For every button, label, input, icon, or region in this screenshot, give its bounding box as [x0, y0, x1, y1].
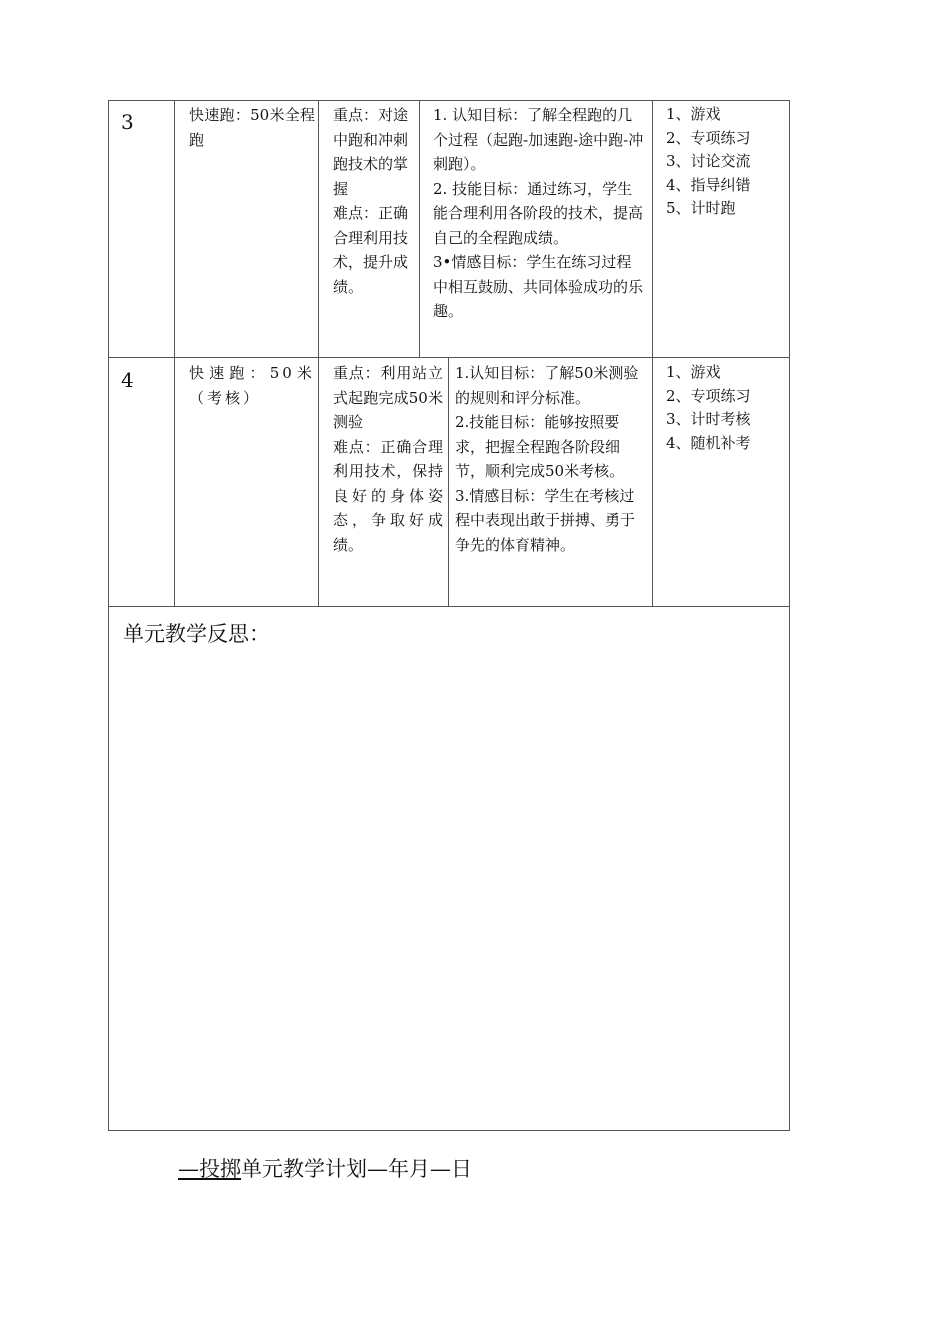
- method-item: 2、专项练习: [666, 128, 751, 147]
- table-border-right: [789, 100, 790, 1131]
- method-item: 3、讨论交流: [666, 152, 751, 170]
- row-content: 快速跑：50米全程跑: [189, 106, 315, 149]
- method-item: 4、随机补考: [666, 433, 751, 452]
- goal-line: 3•情感目标：学生在练习过程中相互鼓励、共同体验成功的乐趣。: [433, 253, 644, 320]
- row-number: 3: [121, 110, 134, 134]
- table-border-top: [108, 100, 790, 101]
- goal-line: 3.情感目标：学生在考核过程中表现出敢于拼搏、勇于争先的体育精神。: [455, 486, 636, 554]
- method-item: 2、专项练习: [666, 386, 751, 405]
- heading-underlined-part: —投掷: [178, 1157, 241, 1181]
- keypoint-line: 重点：对途中跑和冲刺跑技术的掌握: [333, 106, 409, 198]
- method-item: 1、游戏: [666, 105, 721, 123]
- goal-line: 2. 技能目标：通过练习，学生能合理利用各阶段的技术，提高自己的全程跑成绩。: [433, 179, 644, 247]
- col-divider-1: [174, 100, 175, 607]
- keypoint-line: 重点：利用站立式起跑完成50米测验: [333, 364, 443, 431]
- table-border-left: [108, 100, 109, 1131]
- col-divider-3-row4: [448, 357, 449, 607]
- col-divider-2: [318, 100, 319, 607]
- row-number: 4: [121, 368, 134, 392]
- method-item: 1、游戏: [666, 363, 721, 381]
- heading-rest: 单元教学计划—年月—日: [241, 1157, 472, 1181]
- row-keypoints: [333, 103, 413, 299]
- row-divider-3-4: [108, 357, 790, 358]
- method-item: 4、指导纠错: [666, 175, 751, 194]
- row-content: 快速跑：50米（考核）: [189, 364, 315, 407]
- keypoint-line: 难点：正确合理利用技术，提升成绩。: [333, 204, 409, 296]
- goal-line: 1. 认知目标：了解全程跑的几个过程（起跑-加速跑-途中跑-冲刺跑）。: [433, 106, 644, 173]
- reflection-label: 单元教学反思：: [123, 622, 270, 646]
- keypoint-line: 难点：正确合理利用技术，保持良好的身体姿态，争取好成绩。: [333, 437, 443, 554]
- row-methods: [666, 361, 784, 455]
- row-methods: [666, 103, 784, 221]
- goal-line: 2.技能目标：能够按照要求，把握全程跑各阶段细节，顺利完成50米考核。: [455, 413, 625, 480]
- col-divider-3-row3: [419, 100, 420, 357]
- col-divider-4: [652, 100, 653, 607]
- goal-line: 1.认知目标：了解50米测验的规则和评分标准。: [455, 364, 639, 407]
- table-border-bottom: [108, 1130, 790, 1131]
- row-goals: [455, 361, 647, 557]
- method-item: 3、计时考核: [666, 410, 751, 428]
- row-keypoints: [333, 361, 443, 557]
- row-divider-4-reflection: [108, 606, 790, 607]
- unit-plan-heading: [178, 1153, 472, 1183]
- method-item: 5、计时跑: [666, 199, 736, 217]
- row-goals: [433, 103, 646, 324]
